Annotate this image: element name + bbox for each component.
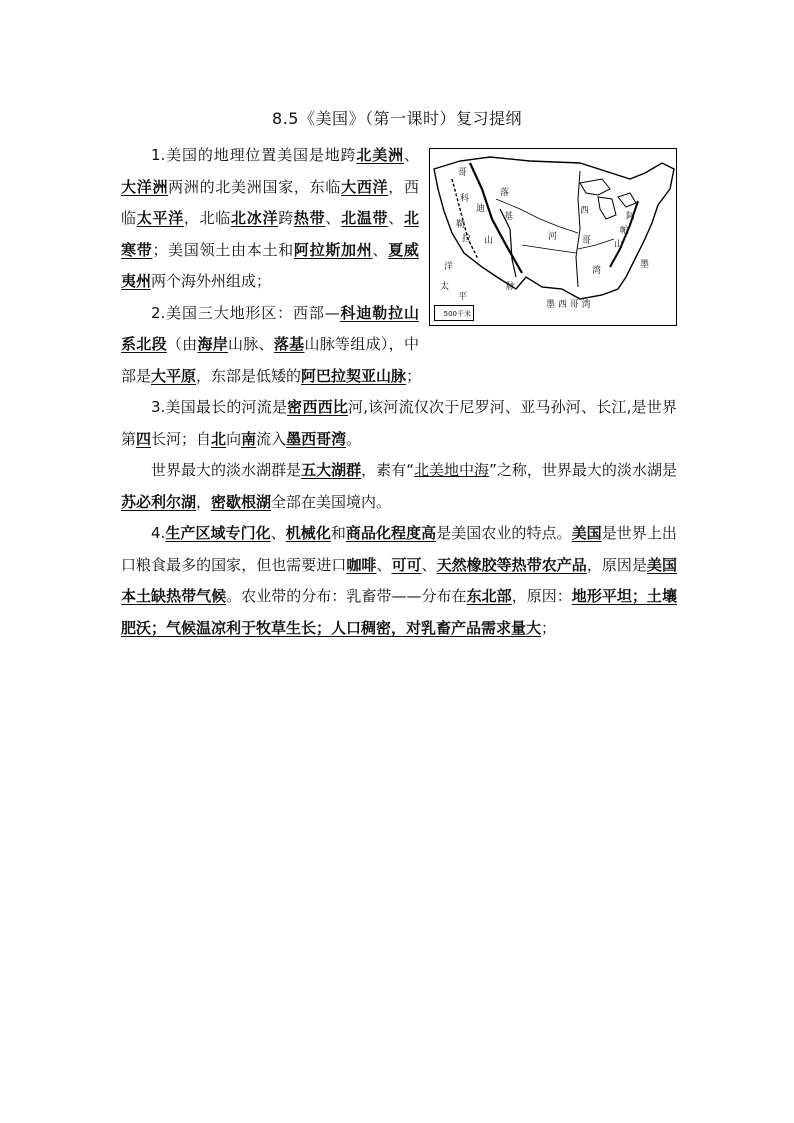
- key-term: 美国: [571, 524, 602, 542]
- key-term: 大西洋: [341, 177, 389, 196]
- text-run: 全部在美国境内。: [271, 492, 392, 511]
- key-term: 机械化: [285, 524, 331, 542]
- map-label: 哥: [582, 236, 592, 246]
- key-term: 太平洋: [136, 209, 184, 227]
- key-term: 北温带: [341, 209, 389, 227]
- map-label: 太: [440, 282, 450, 292]
- key-term: 地形平坦；土壤肥沃；气候温凉利于牧草生长；人口稠密，对乳畜产品需求量大: [121, 587, 677, 637]
- map-label: 河: [548, 232, 558, 242]
- text-run: ，东部是低矮的: [196, 366, 302, 385]
- key-term: 大洋洲: [121, 177, 169, 196]
- text-run: ，西临: [121, 177, 419, 227]
- text-run: 2.美国三大地形区：西部—: [151, 303, 340, 322]
- map-label: 洋: [444, 262, 454, 272]
- map-label: 落: [500, 188, 510, 198]
- map-label: 科: [460, 194, 470, 204]
- text-run: （由: [166, 335, 198, 353]
- key-term: 五大湖群: [301, 461, 362, 479]
- map-label: 基: [504, 212, 514, 222]
- text-run: 和: [330, 524, 346, 542]
- key-term: 阿拉斯加州: [293, 240, 373, 259]
- text-run: 是世界上出口粮食最多的国家，但也需要进口: [121, 524, 677, 574]
- key-term: 阿巴拉契亚山脉: [301, 366, 407, 385]
- key-term: 东北部: [466, 587, 512, 605]
- text-run: 1.美国的地理位置美国是地跨: [151, 146, 357, 164]
- text-run: 、: [270, 524, 286, 542]
- text-run: 。: [346, 429, 362, 448]
- text-run: 河,该河流仅次于尼罗河、亚马孙河、长江,是世界第: [121, 398, 678, 448]
- key-term: 密歇根湖: [211, 492, 272, 511]
- text-run: 两洲的北美洲国家，东临: [168, 177, 342, 196]
- text-run: ；: [406, 366, 422, 385]
- key-term: 海岸: [197, 335, 229, 353]
- text-run: 流入: [256, 429, 287, 448]
- map-label: 迪: [476, 204, 486, 214]
- text-run: ，素有“: [361, 461, 414, 479]
- text-run: ，: [196, 492, 212, 511]
- text-run: ，原因：: [511, 587, 572, 605]
- map-label: 脉: [506, 282, 516, 292]
- text-run: 、: [325, 209, 342, 227]
- map-label: 墨: [640, 260, 650, 270]
- usa-map-drawing: [430, 149, 676, 325]
- key-term-plain: 北美地中海: [413, 461, 490, 479]
- text-run: 、: [421, 555, 437, 574]
- map-label: 阿: [626, 212, 636, 222]
- key-term: 墨西哥湾: [286, 429, 347, 448]
- text-run: ，北临: [183, 209, 232, 227]
- key-term: 苏必利尔湖: [121, 492, 197, 511]
- key-term: 北美洲: [356, 146, 404, 164]
- key-term: 南: [241, 429, 257, 448]
- text-run: 。农业带的分布：乳畜带——分布在: [226, 587, 467, 605]
- text-run: 、: [388, 209, 404, 227]
- map-label: 山: [614, 240, 624, 250]
- text-run: 是美国农业的特点。: [436, 524, 572, 542]
- key-term: 天然橡胶等热带农产品: [436, 555, 587, 574]
- key-term: 可可: [391, 555, 422, 574]
- text-run: 4.: [151, 524, 166, 542]
- key-term: 夏威夷州: [121, 240, 419, 290]
- key-term: 商品化程度高: [345, 524, 437, 542]
- map-label: 帕: [620, 226, 630, 236]
- text-run: 、: [372, 240, 389, 259]
- text-run: ；: [541, 618, 557, 637]
- text-run: 、: [403, 146, 419, 164]
- text-run: 向: [226, 429, 242, 448]
- gulf-label: 墨 西 哥 湾: [546, 300, 591, 310]
- key-term: 大平原: [151, 366, 197, 385]
- text-run: 两个海外州组成；: [151, 272, 272, 290]
- paragraph-river: [121, 392, 677, 455]
- map-label: 湾: [592, 266, 602, 276]
- text-run: 3.美国最长的河流是: [151, 398, 288, 416]
- text-run: 世界最大的淡水湖群是: [151, 461, 302, 479]
- text-run: ”之称，世界最大的淡水湖是: [489, 461, 677, 479]
- usa-map-figure: [429, 148, 677, 326]
- map-label: 哥: [458, 168, 468, 178]
- key-term: 美国本土缺热带气候: [121, 555, 677, 605]
- key-term: 科迪勒拉山系北段: [121, 303, 419, 353]
- page-title: 8.5《美国》（第一课时）复习提纲: [272, 109, 522, 128]
- key-term: 北寒带: [121, 209, 419, 259]
- key-term: 热带: [293, 209, 326, 227]
- key-term: 四: [136, 429, 152, 448]
- paragraph-lakes: [121, 455, 677, 518]
- key-term: 生产区域专门化: [165, 524, 271, 542]
- text-run: ，原因是: [586, 555, 647, 574]
- text-run: 山脉等组成），中部是: [121, 335, 419, 385]
- text-run: 长河；自: [151, 429, 212, 448]
- key-term: 北冰洋: [231, 209, 279, 227]
- key-term: 密西西比: [287, 398, 348, 416]
- map-label: 西: [580, 206, 590, 216]
- map-label: 拉: [462, 234, 472, 244]
- key-term: 咖啡: [346, 555, 377, 574]
- text-run: 山脉、: [228, 335, 274, 353]
- map-scale-bar: 500千米: [434, 305, 474, 321]
- text-run: 跨: [278, 209, 294, 227]
- map-label: 勒: [456, 220, 466, 230]
- text-run: ；美国领土由本土和: [152, 240, 294, 259]
- key-term: 北: [211, 429, 227, 448]
- document-body: [121, 140, 677, 644]
- map-label: 山: [484, 236, 494, 246]
- map-label: 平: [458, 292, 468, 302]
- text-run: 、: [376, 555, 392, 574]
- paragraph-agriculture: [121, 518, 677, 644]
- key-term: 落基: [273, 335, 305, 353]
